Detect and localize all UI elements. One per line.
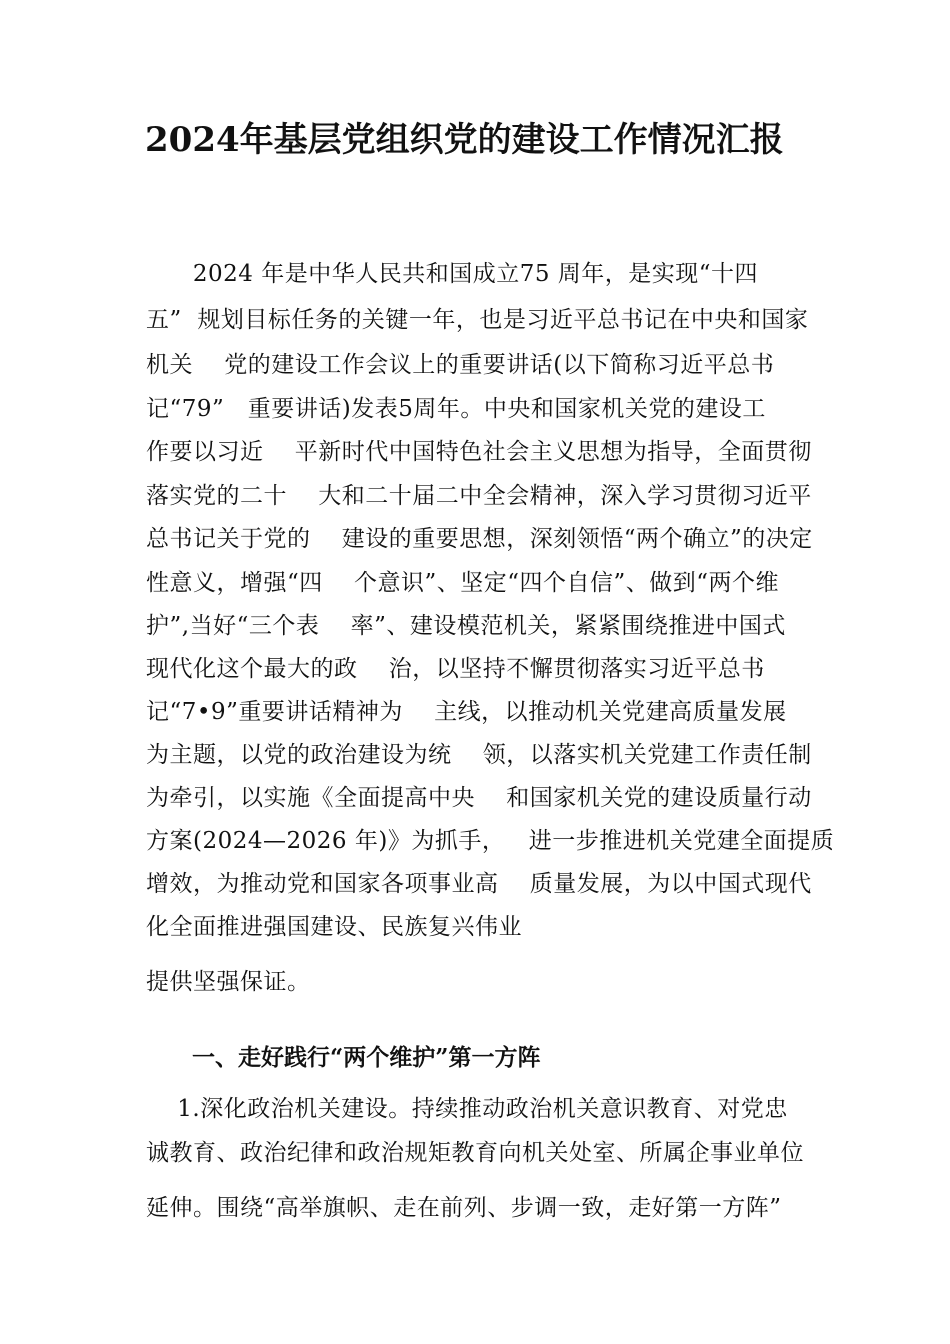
document-title: 2024年基层党组织党的建设工作情况汇报: [145, 120, 784, 160]
body-line: 延伸。围绕“高举旗帜、走在前列、步调一致，走好第一方阵”: [146, 1195, 782, 1221]
intro-line: 记“79” 重要讲话)发表5周年。中央和国家机关党的建设工: [146, 396, 766, 422]
intro-line: 性意义，增强“四 个意识”、坚定“四个自信”、做到“两个维: [146, 570, 780, 596]
intro-line: 作要以习近 平新时代中国特色社会主义思想为指导，全面贯彻: [146, 439, 812, 465]
body-line: 1.深化政治机关建设。持续推动政治机关意识教育、对党忠: [146, 1096, 788, 1122]
body-line: 诚教育、政治纪律和政治规矩教育向机关处室、所属企事业单位: [146, 1140, 804, 1166]
intro-line: 记“7•9”重要讲话精神为 主线，以推动机关党建高质量发展: [146, 699, 787, 725]
section-heading: 一、走好践行“两个维护”第一方阵: [192, 1044, 541, 1071]
intro-line: 护”,当好“三个表 率”、建设模范机关，紧紧围绕推进中国式: [146, 613, 786, 639]
intro-line: 为牵引，以实施《全面提高中央 和国家机关党的建设质量行动: [146, 785, 812, 811]
intro-line: 为主题，以党的政治建设为统 领，以落实机关党建工作责任制: [146, 742, 812, 768]
intro-line: 2024 年是中华人民共和国成立75 周年，是实现“十四: [146, 261, 759, 287]
intro-last-line: 提供坚强保证。: [146, 969, 311, 995]
intro-line: 化全面推进强国建设、民族复兴伟业: [146, 914, 522, 940]
intro-line: 机关 党的建设工作会议上的重要讲话(以下简称习近平总书: [146, 352, 775, 378]
intro-line: 增效，为推动党和国家各项事业高 质量发展，为以中国式现代: [146, 871, 812, 897]
intro-line: 现代化这个最大的政 治，以坚持不懈贯彻落实习近平总书: [146, 656, 765, 682]
intro-line: 五” 规划目标任务的关键一年，也是习近平总书记在中央和国家: [146, 307, 809, 333]
intro-line: 落实党的二十 大和二十届二中全会精神，深入学习贯彻习近平: [146, 483, 812, 509]
intro-line: 方案(2024—2026 年)》为抓手， 进一步推进机关党建全面提质: [146, 828, 835, 854]
intro-line: 总书记关于党的 建设的重要思想，深刻领悟“两个确立”的决定: [146, 526, 813, 552]
